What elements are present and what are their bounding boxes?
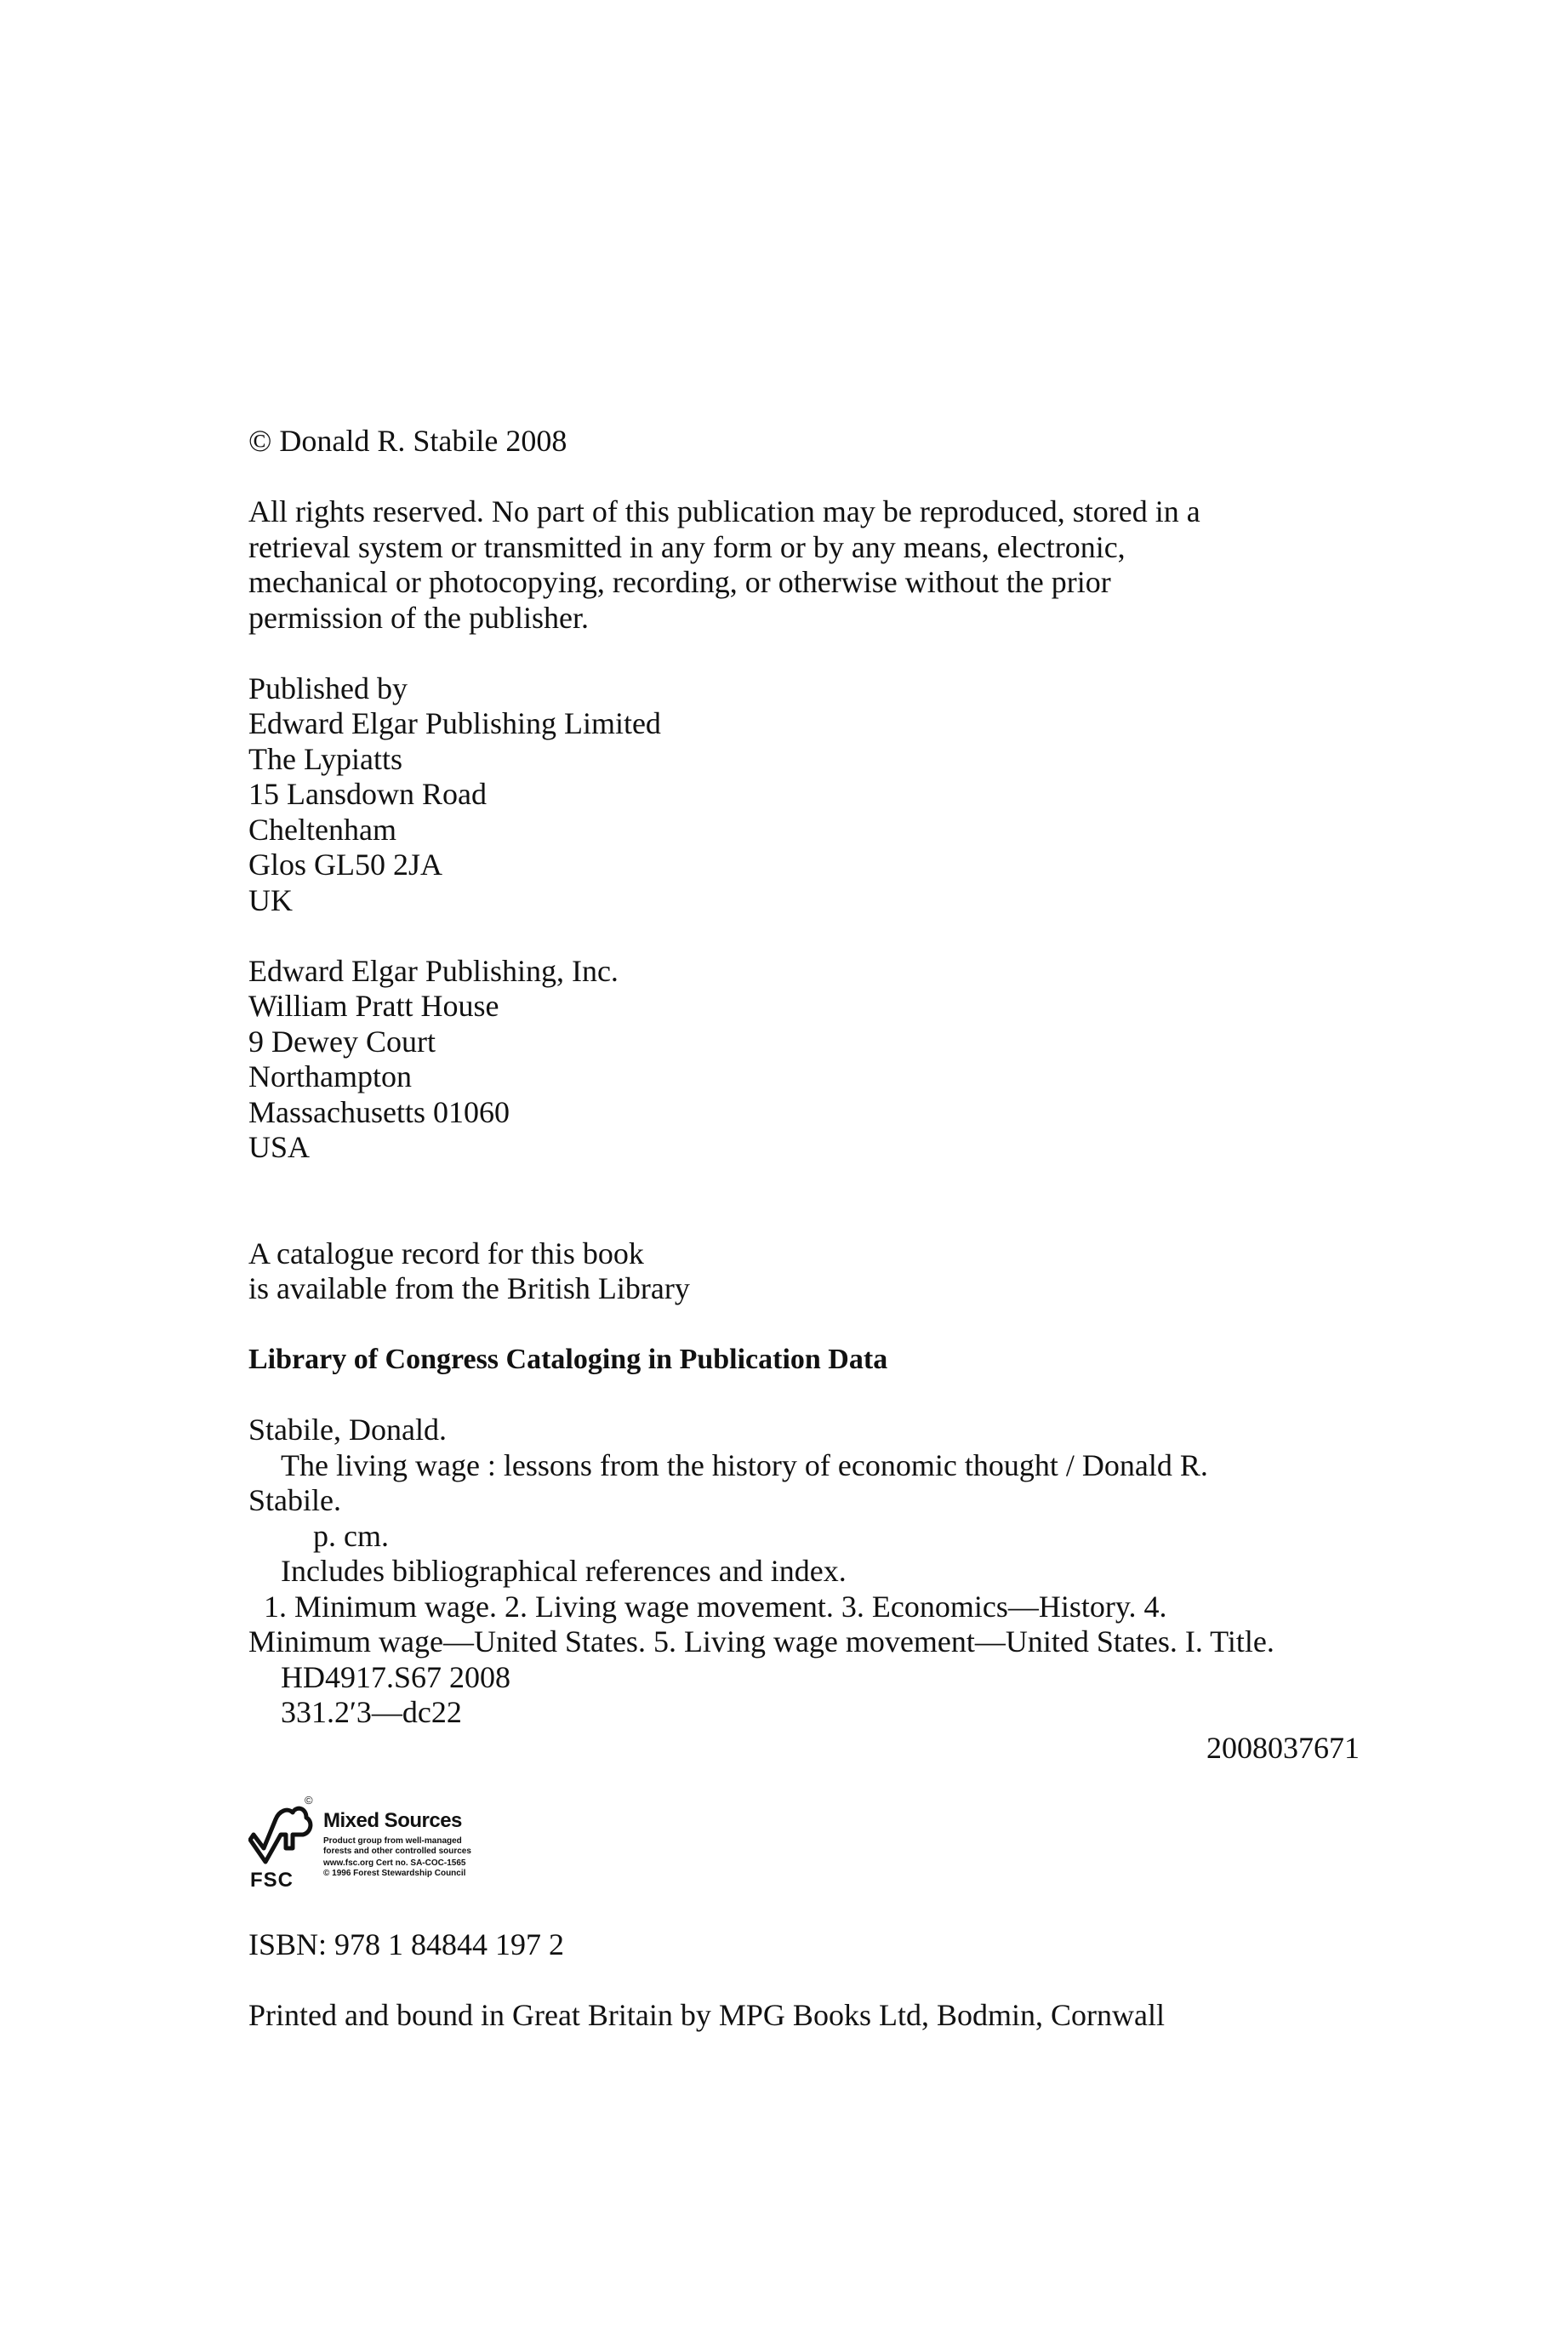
cip-title-continued: Stabile.: [248, 1483, 341, 1517]
address-line: Edward Elgar Publishing, Inc.: [248, 953, 619, 988]
copyright-line: © Donald R. Stabile 2008: [248, 424, 567, 458]
address-line: UK: [248, 882, 293, 917]
catalogue-line: A catalogue record for this book: [248, 1236, 644, 1270]
address-line: William Pratt House: [248, 989, 499, 1023]
fsc-text-line: www.fsc.org Cert no. SA-COC-1565: [323, 1858, 466, 1868]
address-line: 15 Lansdown Road: [248, 777, 487, 811]
rights-line: permission of the publisher.: [248, 600, 589, 635]
rights-line: All rights reserved. No part of this publication may be reproduced, stored in a: [248, 494, 1200, 528]
british-library-notice: [248, 1236, 1363, 1307]
fsc-copyright-symbol: ©: [305, 1794, 313, 1807]
printed-by: Printed and bound in Great Britain by MPG Books Ltd, Bodmin, Cornwall: [248, 1998, 1165, 2032]
publisher-uk-address: [248, 671, 1363, 919]
cip-subjects: 1. Minimum wage. 2. Living wage movement. 3. Economics—History. 4.: [264, 1589, 1167, 1624]
publisher-us-address: [248, 954, 1363, 1166]
address-line: The Lypiatts: [248, 741, 402, 776]
fsc-text-line: Product group from well-managed: [323, 1836, 462, 1846]
cip-author: Stabile, Donald.: [248, 1413, 447, 1447]
cip-dewey: 331.2′3—dc22: [281, 1695, 462, 1729]
cip-lccn: 2008037671: [1206, 1730, 1360, 1765]
cip-subjects-continued: Minimum wage—United States. 5. Living wage movement—United States. I. Title.: [248, 1624, 1274, 1658]
address-line: Northampton: [248, 1059, 412, 1093]
cip-title: The living wage : lessons from the history of economic thought / Donald R.: [281, 1447, 1208, 1482]
rights-line: retrieval system or transmitted in any form or by any means, electronic,: [248, 529, 1126, 564]
address-line: Massachusetts 01060: [248, 1094, 510, 1129]
cip-record: [248, 1413, 1363, 1766]
imprint-text: [248, 424, 1363, 1766]
cip-pcm: p. cm.: [313, 1518, 389, 1553]
address-line: Cheltenham: [248, 812, 396, 847]
address-line: Glos GL50 2JA: [248, 848, 443, 882]
rights-statement: [248, 494, 1363, 636]
address-line: USA: [248, 1130, 311, 1164]
address-line: Published by: [248, 671, 408, 705]
address-line: 9 Dewey Court: [248, 1024, 436, 1059]
address-line: Edward Elgar Publishing Limited: [248, 706, 661, 740]
catalogue-line: is available from the British Library: [248, 1271, 690, 1305]
fsc-mixed-sources-label: [248, 1795, 606, 1898]
fsc-text-line: © 1996 Forest Stewardship Council: [323, 1869, 466, 1878]
isbn: ISBN: 978 1 84844 197 2: [248, 1927, 565, 1961]
fsc-mark: FSC: [250, 1869, 294, 1892]
cip-lc-class: HD4917.S67 2008: [281, 1659, 511, 1694]
fsc-text-line: forests and other controlled sources: [323, 1847, 471, 1856]
rights-line: mechanical or photocopying, recording, or otherwise without the prior: [248, 565, 1111, 599]
cip-includes: Includes bibliographical references and index.: [281, 1554, 847, 1588]
loc-heading: Library of Congress Cataloging in Publication Data: [248, 1344, 888, 1375]
fsc-title: Mixed Sources: [323, 1809, 462, 1832]
